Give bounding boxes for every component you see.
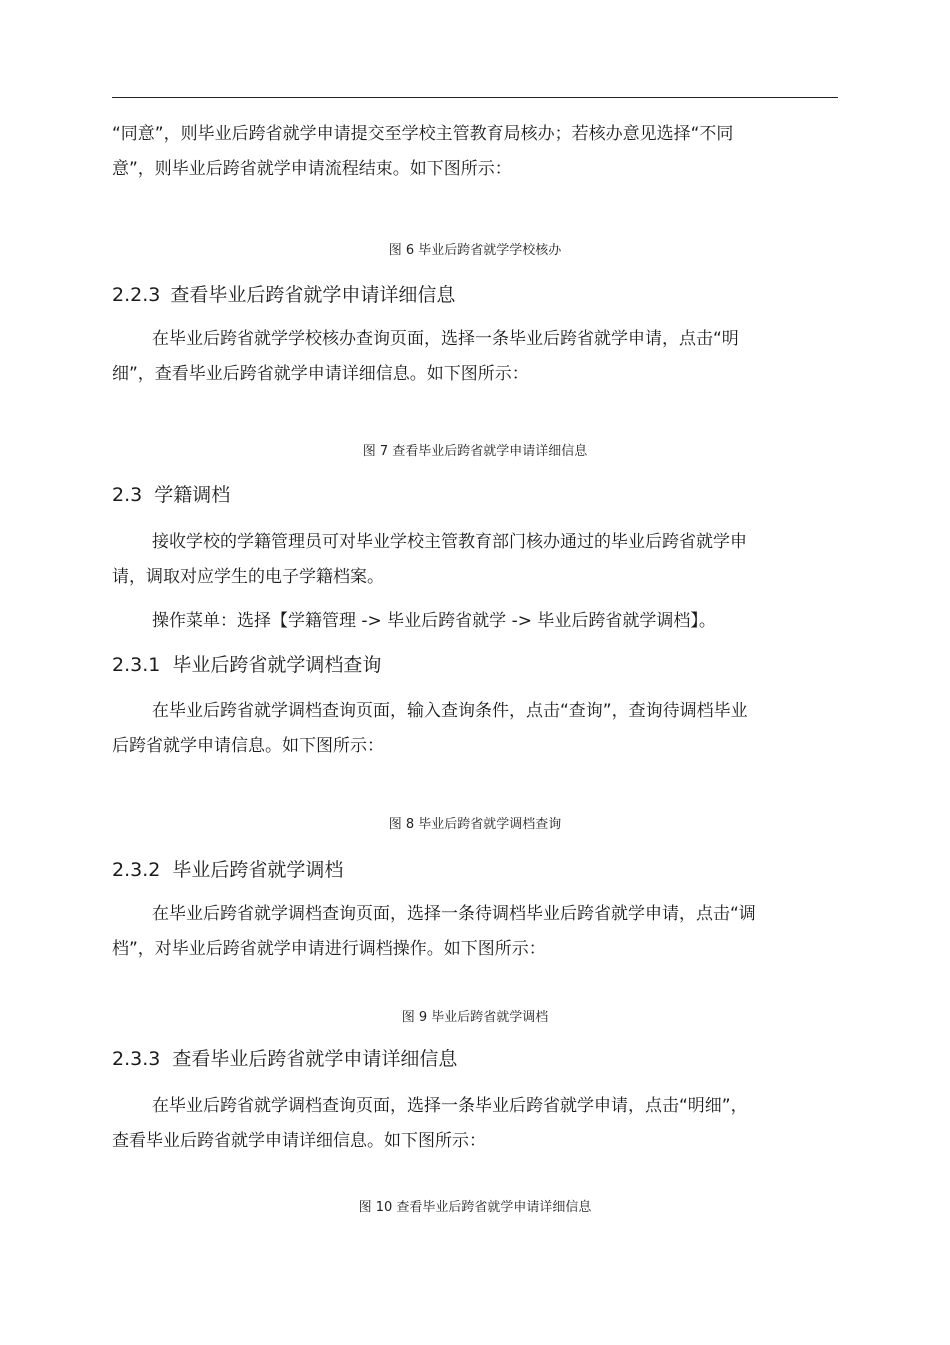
figure-8-caption: 图 8 毕业后跨省就学调档查询 bbox=[388, 817, 562, 832]
figure-7-caption: 图 7 查看毕业后跨省就学申请详细信息 bbox=[362, 444, 588, 459]
paragraph-line: 在毕业后跨省就学调档查询页面，输入查询条件，点击“查询”，查询待调档毕业 bbox=[152, 701, 748, 721]
section-number: 2.3.3 bbox=[112, 1048, 161, 1070]
paragraph-line: 在毕业后跨省就学调档查询页面，选择一条毕业后跨省就学申请，点击“明细”， bbox=[152, 1096, 748, 1116]
paragraph-line: 请，调取对应学生的电子学籍档案。 bbox=[112, 567, 384, 587]
header-rule bbox=[112, 97, 838, 98]
paragraph-view-details bbox=[112, 322, 802, 392]
section-heading-2-3-2 bbox=[112, 856, 802, 884]
menu-path-paragraph bbox=[112, 604, 802, 639]
paragraph-line: 后跨省就学申请信息。如下图所示： bbox=[112, 736, 384, 756]
paragraph-line: 意”，则毕业后跨省就学申请流程结束。如下图所示： bbox=[112, 159, 512, 179]
section-title: 毕业后跨省就学调档查询 bbox=[172, 654, 382, 676]
section-title: 查看毕业后跨省就学申请详细信息 bbox=[170, 284, 456, 306]
paragraph-line: 在毕业后跨省就学学校核办查询页面，选择一条毕业后跨省就学申请，点击“明 bbox=[152, 329, 739, 349]
paragraph-line: 在毕业后跨省就学调档查询页面，选择一条待调档毕业后跨省就学申请，点击“调 bbox=[152, 904, 756, 924]
section-heading-2-3 bbox=[112, 481, 802, 509]
paragraph-line: 接收学校的学籍管理员可对毕业学校主管教育部门核办通过的毕业后跨省就学申 bbox=[152, 532, 747, 552]
section-number: 2.3.1 bbox=[112, 654, 161, 676]
section-title: 毕业后跨省就学调档 bbox=[172, 859, 344, 881]
section-heading-2-2-3 bbox=[112, 281, 802, 309]
figure-6-caption: 图 6 毕业后跨省就学学校核办 bbox=[388, 243, 562, 258]
paragraph-transfer-intro bbox=[112, 525, 802, 595]
figure-10-caption: 图 10 查看毕业后跨省就学申请详细信息 bbox=[358, 1200, 592, 1215]
section-title: 学籍调档 bbox=[154, 484, 231, 506]
paragraph-line: 查看毕业后跨省就学申请详细信息。如下图所示： bbox=[112, 1131, 486, 1151]
section-heading-2-3-1 bbox=[112, 651, 802, 679]
paragraph-line: 档”，对毕业后跨省就学申请进行调档操作。如下图所示： bbox=[112, 939, 546, 959]
paragraph-line: “同意”，则毕业后跨省就学申请提交至学校主管教育局核办；若核办意见选择“不同 bbox=[112, 124, 734, 144]
section-number: 2.2.3 bbox=[112, 284, 161, 306]
section-number: 2.3.2 bbox=[112, 859, 161, 881]
paragraph-transfer-operation bbox=[112, 897, 802, 967]
menu-path: 操作菜单：选择【学籍管理 -> 毕业后跨省就学 -> 毕业后跨省就学调档】。 bbox=[152, 611, 716, 631]
paragraph-line: 细”，查看毕业后跨省就学申请详细信息。如下图所示： bbox=[112, 364, 529, 384]
section-title: 查看毕业后跨省就学申请详细信息 bbox=[172, 1048, 458, 1070]
figure-9-caption: 图 9 毕业后跨省就学调档 bbox=[401, 1010, 549, 1025]
paragraph-transfer-query bbox=[112, 694, 802, 764]
paragraph-transfer-details bbox=[112, 1089, 802, 1159]
paragraph-approval-result bbox=[112, 117, 802, 187]
section-heading-2-3-3 bbox=[112, 1045, 802, 1073]
section-number: 2.3 bbox=[112, 484, 143, 506]
